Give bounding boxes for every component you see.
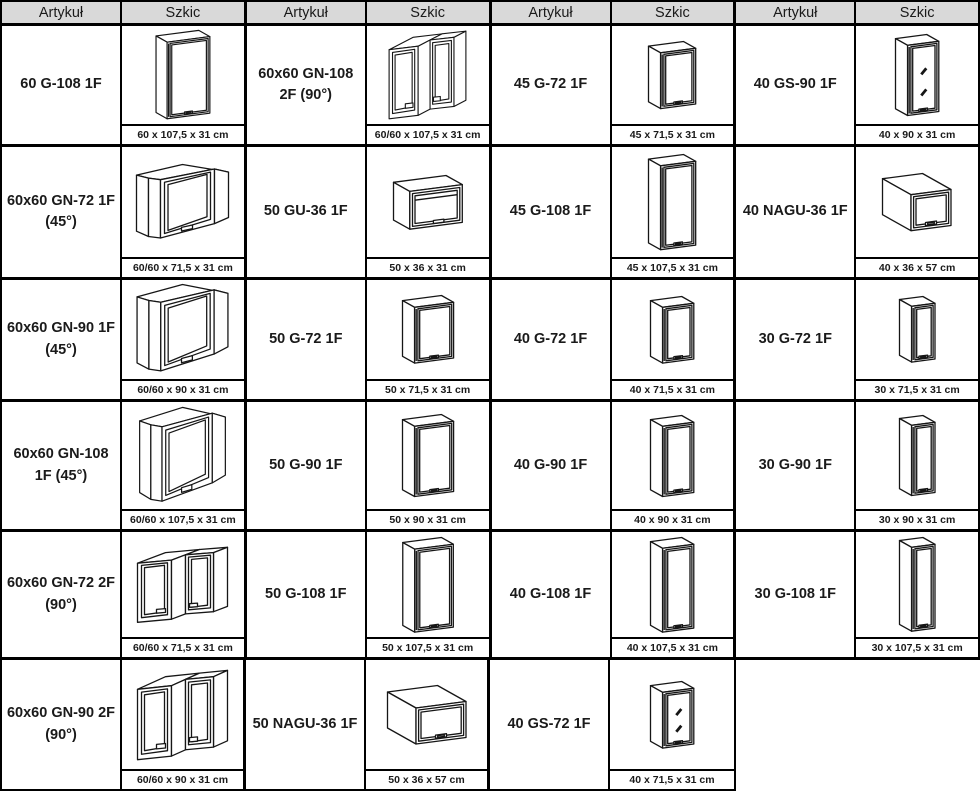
article-label: 30 G-72 1F — [758, 330, 832, 347]
sketch-cell — [367, 26, 489, 144]
sketch-cell — [856, 280, 978, 399]
article-label: 60 G-108 1F — [20, 76, 102, 93]
article-cell — [492, 402, 612, 529]
dimensions-label: 40 x 90 x 31 cm — [612, 509, 734, 529]
column-header-article: Artykuł — [247, 2, 367, 23]
catalog-cell — [2, 660, 246, 789]
catalog-cell — [2, 532, 247, 657]
cabinet-single-door-sketch — [612, 402, 734, 509]
cabinet-corner-45-sketch — [122, 402, 244, 509]
table-row — [0, 660, 736, 791]
sketch-cell — [122, 402, 244, 529]
article-cell — [492, 532, 612, 657]
article-label: 40 NAGU-36 1F — [742, 203, 848, 220]
article-label: 60x60 GN-108 2F (90°) — [258, 65, 354, 103]
dimensions-label: 40 x 90 x 31 cm — [856, 124, 978, 144]
catalog-cell — [492, 532, 737, 657]
article-cell — [490, 660, 610, 789]
article-cell — [247, 402, 367, 529]
cabinet-corner-45-sketch — [122, 280, 244, 379]
cabinet-corner-90-sketch — [122, 660, 243, 769]
sketch-cell — [122, 26, 244, 144]
dimensions-label: 60/60 x 107,5 x 31 cm — [367, 124, 489, 144]
sketch-cell — [367, 280, 489, 399]
dimensions-label: 40 x 36 x 57 cm — [856, 257, 978, 277]
cabinet-single-door-sketch — [856, 280, 978, 379]
column-header-sketch: Szkic — [899, 4, 935, 21]
cabinet-single-door-sketch — [367, 402, 489, 509]
table-row — [0, 26, 980, 147]
sketch-cell — [610, 660, 734, 789]
catalog-cell — [247, 280, 492, 399]
column-header-sketch: Szkic — [165, 4, 201, 21]
article-cell — [2, 402, 122, 529]
sketch-cell — [856, 402, 978, 529]
catalog-cell — [492, 147, 737, 277]
dimensions-label: 60/60 x 90 x 31 cm — [122, 379, 244, 399]
sketch-cell — [367, 402, 489, 529]
column-header-article: Artykuł — [492, 2, 612, 23]
sketch-cell — [122, 660, 243, 789]
cabinet-glass-door-sketch — [856, 26, 978, 124]
table-row — [0, 147, 980, 280]
article-label: 60x60 GN-72 2F (90°) — [6, 575, 115, 613]
cabinet-single-door-sketch — [612, 26, 734, 124]
article-cell — [2, 147, 122, 277]
dimensions-label: 30 x 107,5 x 31 cm — [856, 637, 978, 657]
table-header-row — [0, 0, 980, 26]
cabinet-single-door-sketch — [612, 280, 734, 379]
sketch-cell — [122, 532, 244, 657]
catalog-cell — [2, 402, 247, 529]
article-cell — [246, 660, 366, 789]
catalog-cell — [490, 660, 734, 789]
dimensions-label: 50 x 71,5 x 31 cm — [367, 379, 489, 399]
cabinet-single-door-sketch — [612, 147, 734, 257]
article-label: 50 GU-36 1F — [263, 203, 348, 220]
sketch-cell — [367, 532, 489, 657]
dimensions-label: 60/60 x 107,5 x 31 cm — [122, 509, 244, 529]
cabinet-single-door-sketch — [612, 532, 734, 637]
article-label: 40 G-90 1F — [513, 456, 588, 473]
sketch-cell — [122, 147, 244, 277]
dimensions-label: 30 x 90 x 31 cm — [856, 509, 978, 529]
sketch-cell — [612, 532, 734, 657]
sketch-cell — [367, 147, 489, 277]
dimensions-label: 40 x 71,5 x 31 cm — [610, 769, 734, 789]
article-label: 30 G-90 1F — [758, 456, 832, 473]
column-header-article: Artykuł — [2, 2, 122, 23]
table-row — [0, 532, 980, 660]
dimensions-label: 50 x 107,5 x 31 cm — [367, 637, 489, 657]
sketch-cell — [612, 26, 734, 144]
dimensions-label: 60 x 107,5 x 31 cm — [122, 124, 244, 144]
catalog-cell — [736, 147, 978, 277]
article-label: 50 G-90 1F — [269, 456, 343, 473]
article-label: 40 G-72 1F — [513, 330, 588, 347]
table-row — [0, 280, 980, 402]
dimensions-label: 45 x 71,5 x 31 cm — [612, 124, 734, 144]
article-cell — [492, 280, 612, 399]
article-cell — [2, 660, 122, 789]
article-cell — [247, 532, 367, 657]
cabinet-glass-door-sketch — [610, 660, 734, 769]
article-cell — [736, 147, 856, 277]
header-pair — [736, 2, 978, 23]
article-cell — [736, 532, 856, 657]
article-label: 40 GS-90 1F — [753, 76, 837, 93]
dimensions-label: 50 x 90 x 31 cm — [367, 509, 489, 529]
dimensions-label: 45 x 107,5 x 31 cm — [612, 257, 734, 277]
cabinet-single-door-sketch — [367, 280, 489, 379]
dimensions-label: 30 x 71,5 x 31 cm — [856, 379, 978, 399]
catalog-cell — [247, 147, 492, 277]
cabinet-corner-90-sketch — [122, 532, 244, 637]
column-header-sketch: Szkic — [410, 4, 445, 21]
catalog-cell — [246, 660, 490, 789]
catalog-cell — [736, 402, 978, 529]
catalog-cell — [247, 402, 492, 529]
article-cell — [247, 280, 367, 399]
cabinet-single-door-sketch — [367, 532, 489, 637]
catalog-cell — [736, 26, 978, 144]
article-cell — [2, 280, 122, 399]
article-label: 30 G-108 1F — [754, 585, 836, 602]
catalog-cell — [247, 532, 492, 657]
catalog-cell — [492, 280, 737, 399]
article-label: 40 GS-72 1F — [507, 715, 591, 732]
header-pair — [2, 2, 247, 23]
article-cell — [2, 532, 122, 657]
catalog-cell — [736, 532, 978, 657]
article-label: 50 G-72 1F — [269, 330, 343, 347]
article-label: 40 G-108 1F — [509, 585, 592, 602]
article-cell — [736, 280, 856, 399]
cabinet-corner-45-sketch — [122, 147, 244, 257]
article-label: 50 NAGU-36 1F — [252, 715, 358, 732]
cabinet-deep-sketch — [856, 147, 978, 257]
catalog-cell — [2, 147, 247, 277]
column-header-article: Artykuł — [736, 2, 856, 23]
cabinet-single-door-sketch — [856, 532, 978, 637]
cabinet-deep-sketch — [366, 660, 487, 769]
article-cell — [492, 26, 612, 144]
article-cell — [492, 147, 612, 277]
article-cell — [2, 26, 122, 144]
catalog-cell — [736, 280, 978, 399]
dimensions-label: 60/60 x 71,5 x 31 cm — [122, 637, 244, 657]
sketch-cell — [612, 280, 734, 399]
cabinet-single-door-sketch — [122, 26, 244, 124]
dimensions-label: 50 x 36 x 57 cm — [366, 769, 487, 789]
article-cell — [736, 26, 856, 144]
article-label: 60x60 GN-108 1F (45°) — [13, 446, 109, 484]
cabinet-corner-90-sketch — [367, 26, 489, 124]
header-pair — [247, 2, 492, 23]
catalog-cell — [247, 26, 492, 144]
catalog-cell — [492, 402, 737, 529]
article-cell — [247, 26, 367, 144]
column-header-sketch: Szkic — [655, 4, 690, 21]
dimensions-label: 50 x 36 x 31 cm — [367, 257, 489, 277]
cabinet-single-door-sketch — [856, 402, 978, 509]
sketch-cell — [856, 532, 978, 657]
catalog-cell — [2, 280, 247, 399]
sketch-cell — [856, 147, 978, 277]
article-label: 45 G-72 1F — [513, 76, 588, 93]
dimensions-label: 40 x 71,5 x 31 cm — [612, 379, 734, 399]
article-label: 60x60 GN-72 1F (45°) — [6, 192, 115, 230]
catalog-cell — [492, 26, 737, 144]
article-label: 60x60 GN-90 1F (45°) — [6, 320, 115, 358]
sketch-cell — [612, 402, 734, 529]
sketch-cell — [612, 147, 734, 277]
sketch-cell — [122, 280, 244, 399]
dimensions-label: 60/60 x 71,5 x 31 cm — [122, 257, 244, 277]
article-label: 45 G-108 1F — [509, 203, 592, 220]
sketch-cell — [856, 26, 978, 144]
sketch-cell — [366, 660, 487, 789]
dimensions-label: 60/60 x 90 x 31 cm — [122, 769, 243, 789]
catalog-cell — [2, 26, 247, 144]
article-cell — [247, 147, 367, 277]
article-cell — [736, 402, 856, 529]
header-pair — [492, 2, 737, 23]
article-label: 60x60 GN-90 2F (90°) — [6, 705, 115, 743]
table-row — [0, 402, 980, 532]
dimensions-label: 40 x 107,5 x 31 cm — [612, 637, 734, 657]
cabinet-lift-up-sketch — [367, 147, 489, 257]
article-label: 50 G-108 1F — [265, 585, 347, 602]
